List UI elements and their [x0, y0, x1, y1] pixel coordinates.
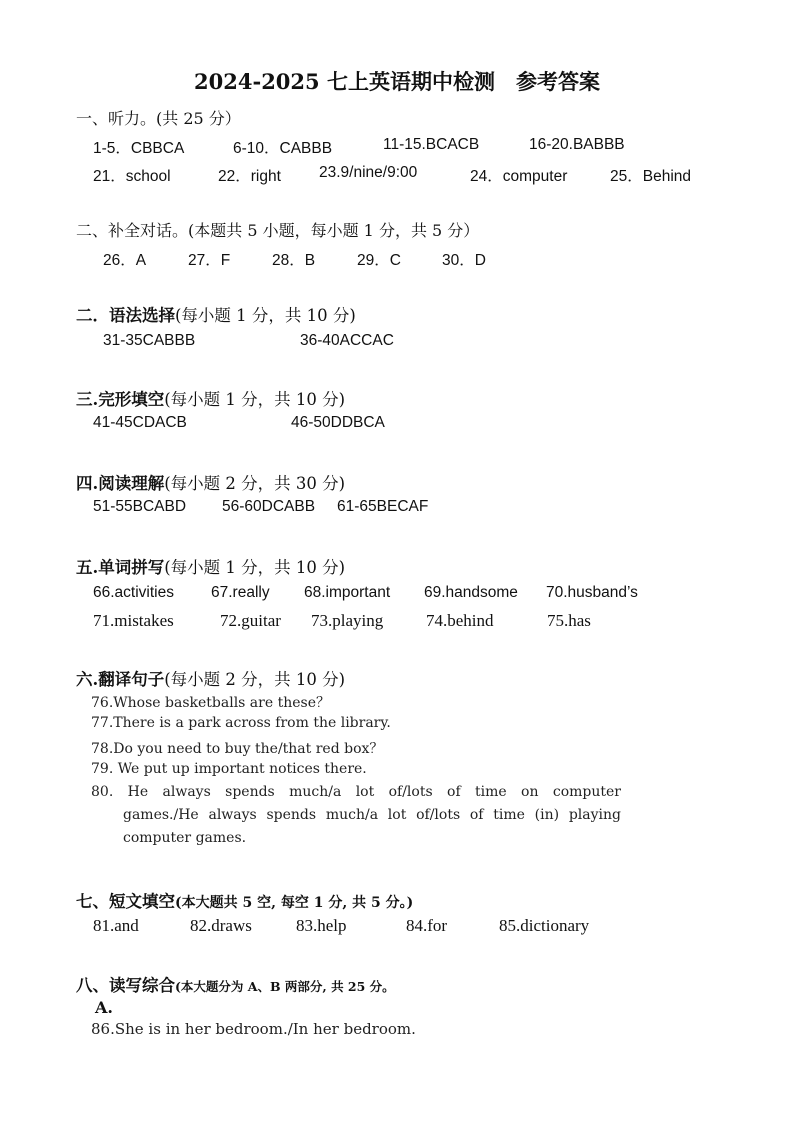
answer-70: 70.husband’s	[546, 584, 638, 601]
section-spelling-label: 五.单词拼写	[76, 558, 165, 577]
answer-82: 82.draws	[190, 916, 252, 935]
answer-30: 30．D	[442, 252, 486, 269]
answer-84: 84.for	[406, 916, 448, 935]
section-listening-heading: 一、听力。(共 25 分）	[76, 109, 241, 128]
section-translation-note: (每小题 2 分，共 10 分)	[164, 670, 346, 689]
answer-72: 72.guitar	[220, 611, 281, 630]
answer-83: 83.help	[296, 916, 347, 935]
answer-56-60: 56-60DCABB	[222, 498, 316, 515]
answer-85: 85.dictionary	[499, 916, 590, 935]
answer-75: 75.has	[547, 611, 591, 630]
answer-29: 29．C	[357, 252, 401, 269]
section-blank-filling-note: (本大题共 5 空, 每空 1 分, 共 5 分。)	[175, 895, 414, 911]
section-spelling-note: (每小题 1 分，共 10 分)	[164, 558, 346, 577]
answer-79: 79. We put up important notices there.	[91, 761, 367, 777]
answer-73: 73.playing	[311, 611, 384, 630]
section-grammar-note: (每小题 1 分，共 10 分)	[175, 306, 356, 325]
section-dialogue-heading: 二、补全对话。(本题共 5 小题，每小题 1 分，共 5 分）	[76, 221, 480, 240]
answer-25: 25．Behind	[610, 168, 692, 185]
answer-77: 77.There is a park across from the library.	[91, 715, 391, 731]
section-reading-writing-heading	[76, 972, 395, 996]
answer-80-line-2: games./He always spends much/a lot of/lots of time (in) playing	[123, 807, 621, 823]
answer-31-35: 31-35CABBB	[103, 332, 196, 349]
section-reading-heading	[76, 470, 345, 494]
answer-11-15: 11-15.BCACB	[383, 136, 480, 153]
answer-74: 74.behind	[426, 611, 494, 630]
section-blank-filling-heading	[76, 888, 413, 912]
answer-76: 76.Whose basketballs are these？	[91, 695, 330, 711]
section-grammar-label: 二．语法选择	[76, 306, 175, 325]
answer-28: 28．B	[272, 252, 316, 269]
answer-51-55: 51-55BCABD	[93, 498, 187, 515]
answer-81: 81.and	[93, 916, 139, 935]
section-reading-writing-note: (本大题分为 A、B 两部分, 共 25 分。	[175, 979, 395, 994]
section-cloze-label: 三.完形填空	[76, 390, 165, 409]
section-reading-note: (每小题 2 分，共 30 分)	[164, 474, 346, 493]
section-translation-heading	[76, 666, 345, 690]
answer-80-line-3: computer games.	[123, 830, 247, 846]
section-cloze-heading	[76, 386, 345, 410]
answer-16-20: 16-20.BABBB	[529, 136, 625, 153]
section-reading-writing-label: 八、读写综合	[76, 976, 175, 995]
section-blank-filling-label: 七、短文填空	[76, 892, 175, 911]
section-cloze-note: (每小题 1 分，共 10 分)	[164, 390, 346, 409]
answer-21: 21．school	[93, 168, 171, 185]
answer-23: 23.9/nine/9:00	[319, 164, 418, 181]
answer-86: 86.She is in her bedroom./In her bedroom.	[91, 1020, 416, 1038]
answer-68: 68.important	[304, 584, 391, 601]
answer-24: 24．computer	[470, 168, 568, 185]
page-title: 2024-2025 七上英语期中检测 参考答案	[194, 69, 600, 94]
section-grammar-heading	[76, 302, 356, 326]
answer-26: 26．A	[103, 252, 147, 269]
answer-6-10: 6-10．CABBB	[233, 140, 333, 157]
answer-36-40: 36-40ACCAC	[300, 332, 394, 349]
answer-61-65: 61-65BECAF	[337, 498, 429, 515]
answer-46-50: 46-50DDBCA	[291, 414, 385, 431]
answer-69: 69.handsome	[424, 584, 518, 601]
section-translation-label: 六.翻译句子	[76, 670, 165, 689]
part-a-label: A.	[95, 998, 113, 1017]
answer-80-line-1: 80. He always spends much/a lot of/lots of time on computer	[91, 784, 621, 800]
answer-71: 71.mistakes	[93, 611, 174, 630]
answer-41-45: 41-45CDACB	[93, 414, 187, 431]
section-reading-label: 四.阅读理解	[76, 474, 165, 493]
answer-67: 67.really	[211, 584, 270, 601]
answer-1-5: 1-5．CBBCA	[93, 140, 185, 157]
answer-78: 78.Do you need to buy the/that red box？	[91, 741, 384, 757]
answer-66: 66.activities	[93, 584, 174, 601]
section-spelling-heading	[76, 554, 345, 578]
answer-27: 27．F	[188, 252, 231, 269]
answer-22: 22．right	[218, 168, 281, 185]
